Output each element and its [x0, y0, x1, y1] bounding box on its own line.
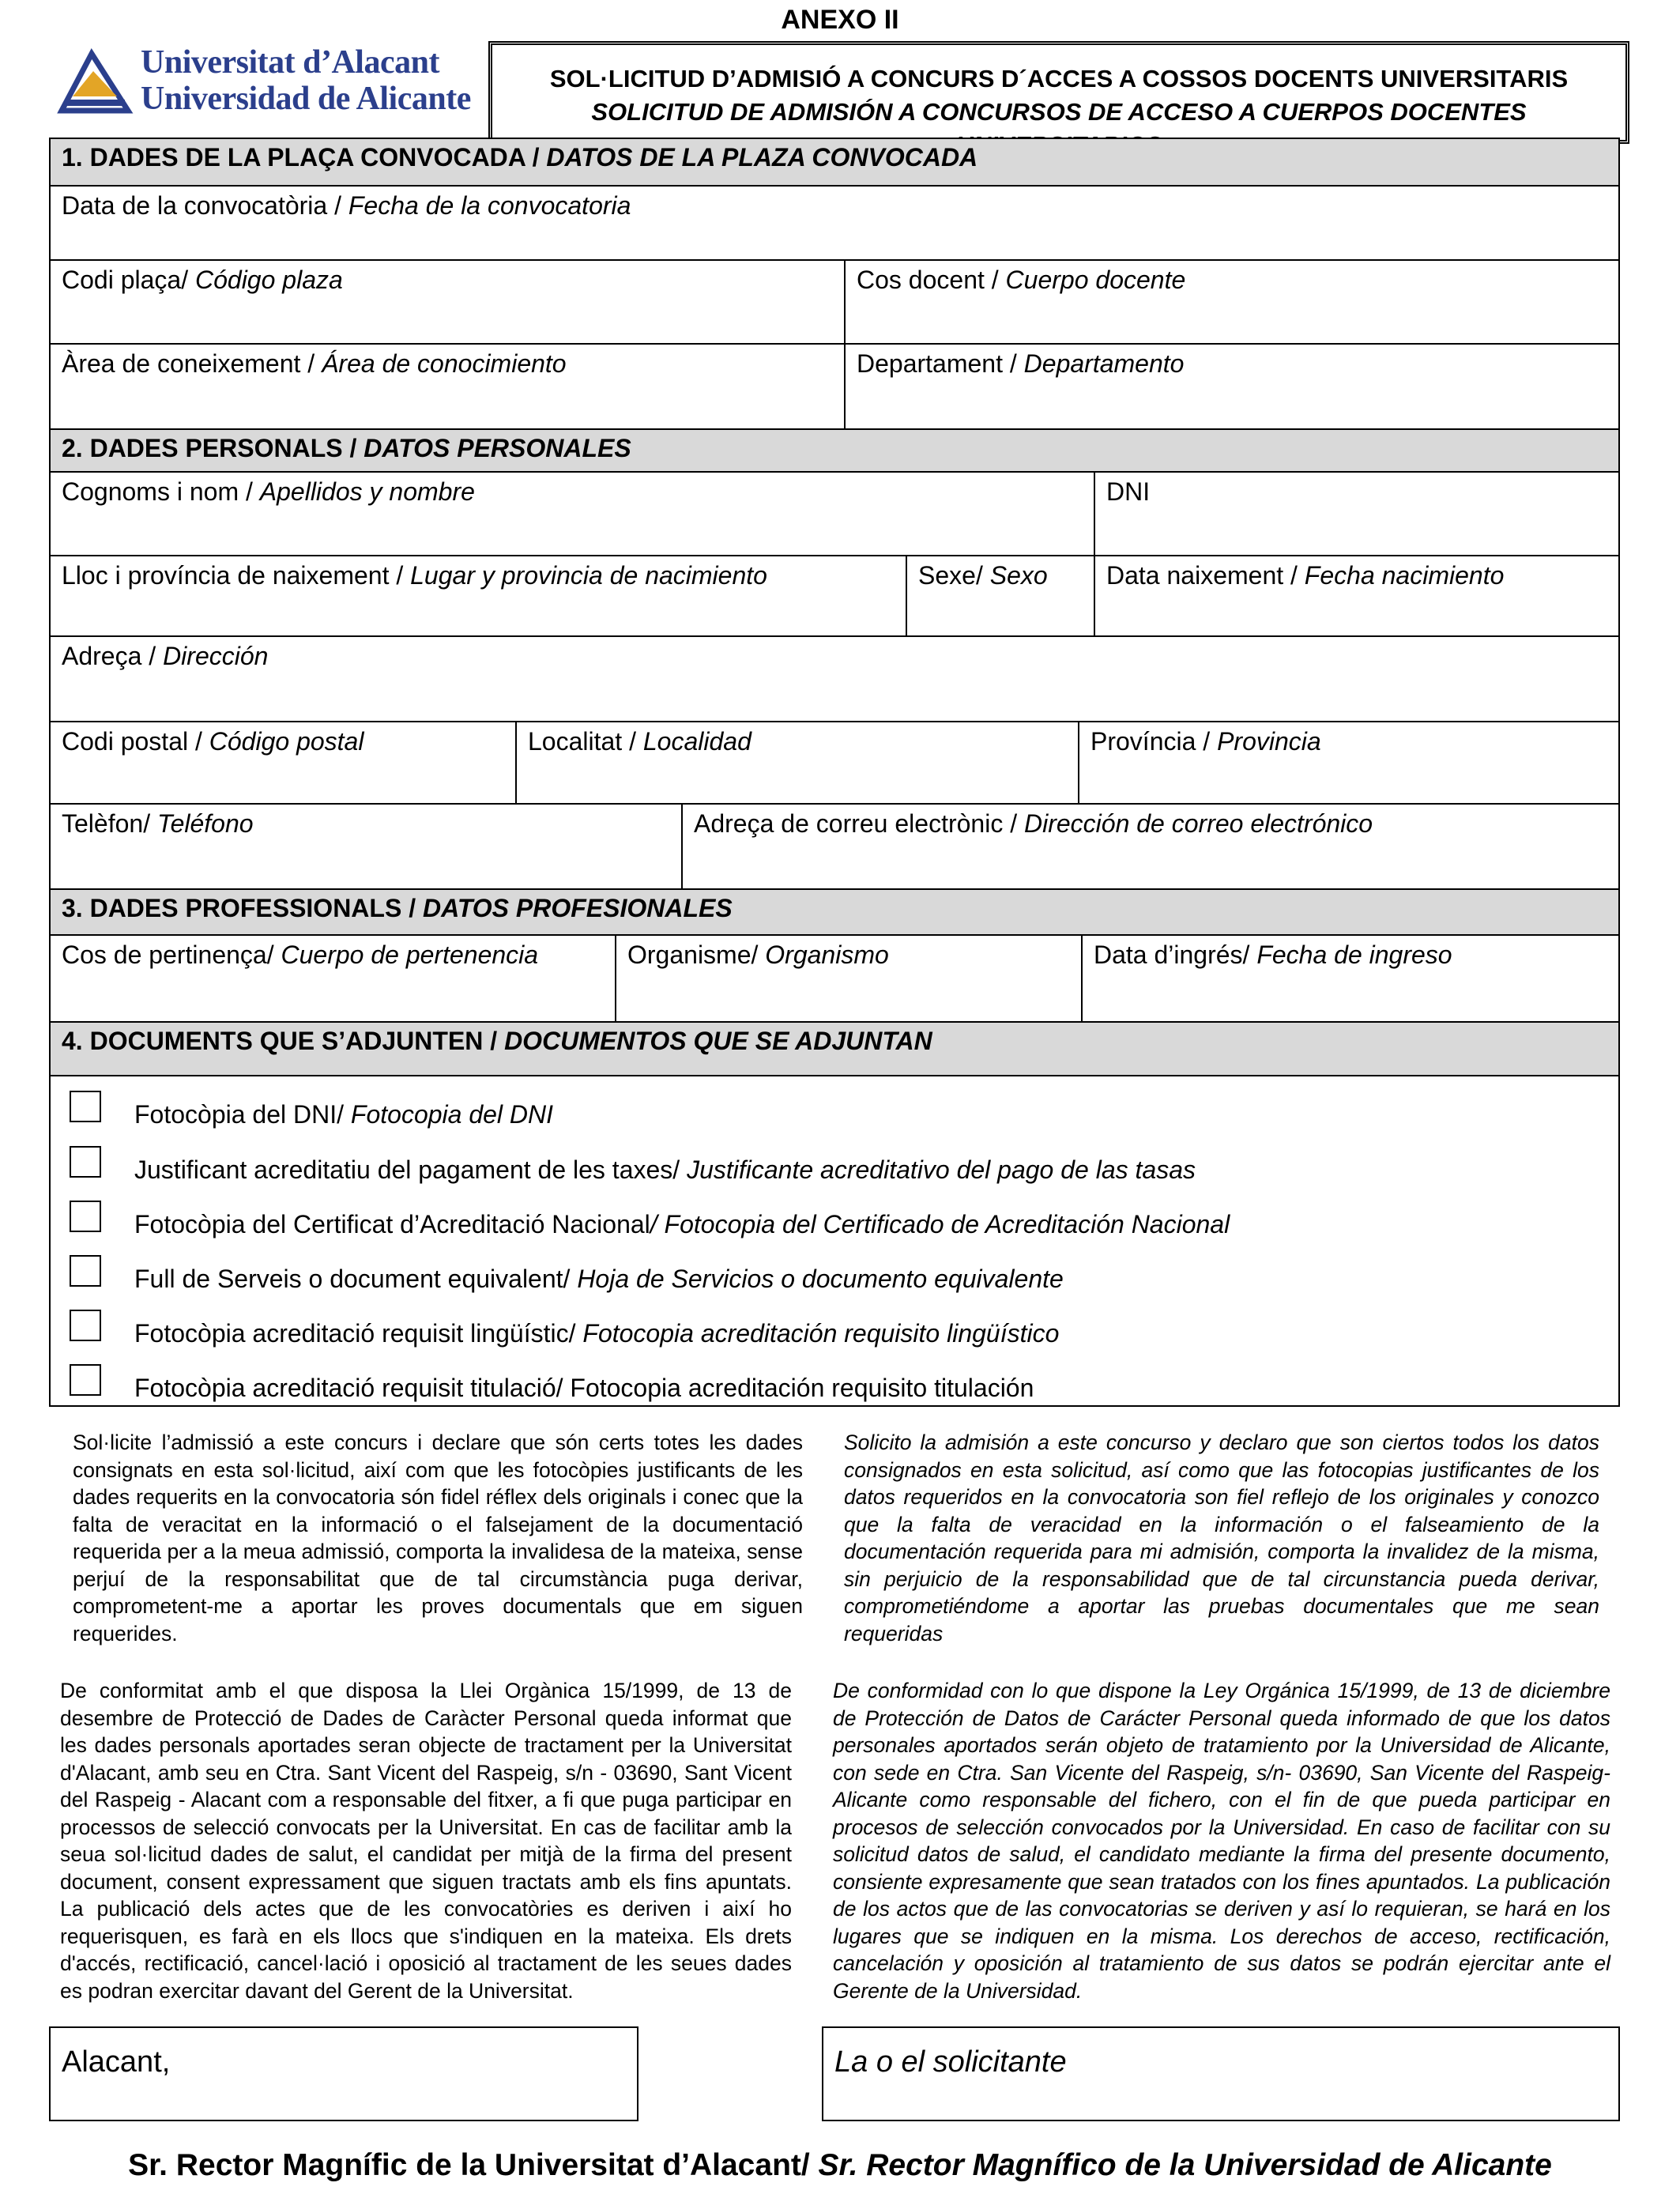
addressee-footer: Sr. Rector Magnífic de la Universitat d’Alacant/ Sr. Rector Magnífico de la Universidad de Alicante [128, 2148, 1552, 2182]
city-field[interactable]: Localitat / Localidad [515, 721, 1079, 805]
document-item[interactable]: Fotocòpia acreditació requisit titulació/ Fotocopia acreditación requisito titulación [70, 1364, 1334, 1412]
document-item[interactable]: Fotocòpia acreditació requisit lingüístic/ Fotocopia acreditación requisito lingüístico [70, 1310, 1334, 1357]
province-field[interactable]: Província / Provincia [1078, 721, 1620, 805]
phone-field[interactable]: Telèfon/ Teléfono [49, 803, 683, 890]
department-field[interactable]: Departament / Departamento [844, 343, 1620, 430]
section-4-header: 4. DOCUMENTS QUE S’ADJUNTEN / DOCUMENTOS QUE SE ADJUNTAN [49, 1021, 1620, 1076]
organism-field[interactable]: Organisme/ Organismo [615, 934, 1083, 1023]
birthplace-field[interactable]: Lloc i província de naixement / Lugar y provincia de nacimiento [49, 555, 907, 637]
email-field[interactable]: Adreça de correu electrònic / Dirección de correo electrónico [681, 803, 1620, 890]
logo-line-1: Universitat d’Alacant [141, 44, 439, 81]
body-membership-field[interactable]: Cos de pertinença/ Cuerpo de pertenencia [49, 934, 616, 1023]
section-3-header: 3. DADES PROFESSIONALS / DATOS PROFESIONALES [49, 888, 1620, 936]
section-1-header: 1. DADES DE LA PLAÇA CONVOCADA / DATOS DE LA PLAZA CONVOCADA [49, 138, 1620, 187]
teaching-body-field[interactable]: Cos docent / Cuerpo docente [844, 259, 1620, 345]
convocation-date-field[interactable]: Data de la convocatòria / Fecha de la convocatoria [49, 185, 1620, 261]
form-title-ca: SOL·LICITUD D’ADMISIÓ A CONCURS D´ACCES A COSSOS DOCENTS UNIVERSITARIS [549, 65, 1569, 92]
university-logo-icon [55, 47, 134, 120]
declaration-es: Solicito la admisión a este concurso y declaro que son ciertos todos los datos consignados en esta solicitud, así como que las fotocopias justificantes de los datos requeridos en la convocatoria son fiel reflejo de los originales y conozco que la falta de veracidad en la información o el falseamiento de la documentación requerida para mi admisión, comporta la invalidez de la misma, sin perjuicio de la responsabilidad que de tal circunstancia pueda derivar, comprometiéndome a aportar las pruebas documentales que me sean requeridas [844, 1431, 1599, 1646]
dni-field[interactable]: DNI [1094, 471, 1620, 556]
form-title-es: SOLICITUD DE ADMISIÓN A CONCURSOS DE ACCESO A CUERPOS DOCENTES [591, 98, 1527, 126]
declaration-ca: Sol·licite l’admissió a este concurs i declare que són certs totes les dades consignats en esta sol·licitud, així com que les fotocòpies justificants de les dades requerits en la convocatoria són fidel réflex dels originals i conec que la falta de veracitat en la informació o el falsejament de la documentació requerida per a la meua admissió, comporta la invalidesa de la mateixa, sense perjuí de la responsabilitat que de tal circumstància puga derivar, comprometent-me a aportar les proves documentals que em siguen requerides. [73, 1431, 803, 1646]
postal-code-field[interactable]: Codi postal / Código postal [49, 721, 517, 805]
privacy-notice-ca: De conformitat amb el que disposa la Llei Orgànica 15/1999, de 13 de desembre de Protecció de Dades de Caràcter Personal queda informat que les dades personals aportades seran objecte de tractament per la Universitat d'Alacant, amb seu en Ctra. Sant Vicent del Raspeig, s/n - 03690, Sant Vicent del Raspeig - Alacant com a responsable del fitxer, a fi que puga participar en processos de selecció convocats per la Universitat. En cas de facilitar amb la seua sol·licitud dades de salut, el candidat per mitjà de la firma del present document, consent expressament que siguen tractats amb els fins apuntats. La publicació dels actes que de les convocatòries es deriven i així ho requerisquen, es farà en els llocs que s'indiquen en la mateixa. Els drets d'accés, rectificació, cancel·lació i oposició al tractament de les seues dades es podran exercitar davant del Gerent de la Universitat. [60, 1679, 792, 2003]
position-code-field[interactable]: Codi plaça/ Código plaza [49, 259, 846, 345]
birthdate-field[interactable]: Data naixement / Fecha nacimiento [1094, 555, 1620, 637]
place-date-field[interactable]: Alacant, [49, 2026, 638, 2121]
university-logo-text [141, 44, 471, 117]
knowledge-area-field[interactable]: Àrea de coneixement / Área de conocimiento [49, 343, 846, 430]
checkbox[interactable] [70, 1310, 101, 1341]
checkbox[interactable] [70, 1091, 101, 1122]
sex-field[interactable]: Sexe/ Sexo [906, 555, 1095, 637]
logo-line-2: Universidad de Alicante [141, 81, 471, 117]
checkbox[interactable] [70, 1201, 101, 1232]
privacy-notice-es: De conformidad con lo que dispone la Ley Orgánica 15/1999, de 13 de diciembre de Protección de Datos de Carácter Personal queda informado de que los datos personales aportados serán objeto de tratamiento por la Universidad de Alicante, con sede en Ctra. San Vicente del Raspeig, s/n- 03690, San Vicente del Raspeig-Alicante como responsable del fichero, con el fin de que pueda participar en procesos de selección convocados por la Universidad. En caso de facilitar con su solicitud datos de salud, el candidato mediante la firma del presente documento, consiente expresamente que sean tratados con los fines apuntados. La publicación de los actos que de las convocatorias se deriven y así lo requieran, se hará en los lugares que se indiquen en la misma. Los derechos de acceso, rectificación, cancelación y oposición al tratamiento de sus datos se podrán ejercitar ante el Gerente de la Universidad. [833, 1679, 1610, 2003]
document-item[interactable]: Full de Serveis o document equivalent/ Hoja de Servicios o documento equivalente [70, 1255, 1334, 1302]
annex-label: ANEXO II [781, 5, 899, 35]
checkbox[interactable] [70, 1364, 101, 1396]
form-title-box [488, 41, 1629, 144]
full-name-field[interactable]: Cognoms i nom / Apellidos y nombre [49, 471, 1095, 556]
checkbox[interactable] [70, 1255, 101, 1287]
checkbox[interactable] [70, 1146, 101, 1178]
applicant-signature-field[interactable]: La o el solicitante [822, 2026, 1620, 2121]
document-item[interactable]: Justificant acreditatiu del pagament de les taxes/ Justificante acreditativo del pago de las tasas [70, 1146, 1334, 1193]
document-item[interactable]: Fotocòpia del Certificat d’Acreditació Nacional/ Fotocopia del Certificado de Acreditación Nacional [70, 1201, 1334, 1248]
entry-date-field[interactable]: Data d’ingrés/ Fecha de ingreso [1081, 934, 1620, 1023]
document-item[interactable]: Fotocòpia del DNI/ Fotocopia del DNI [70, 1091, 1334, 1138]
section-2-header: 2. DADES PERSONALS / DATOS PERSONALES [49, 428, 1620, 473]
address-field[interactable]: Adreça / Dirección [49, 635, 1620, 722]
